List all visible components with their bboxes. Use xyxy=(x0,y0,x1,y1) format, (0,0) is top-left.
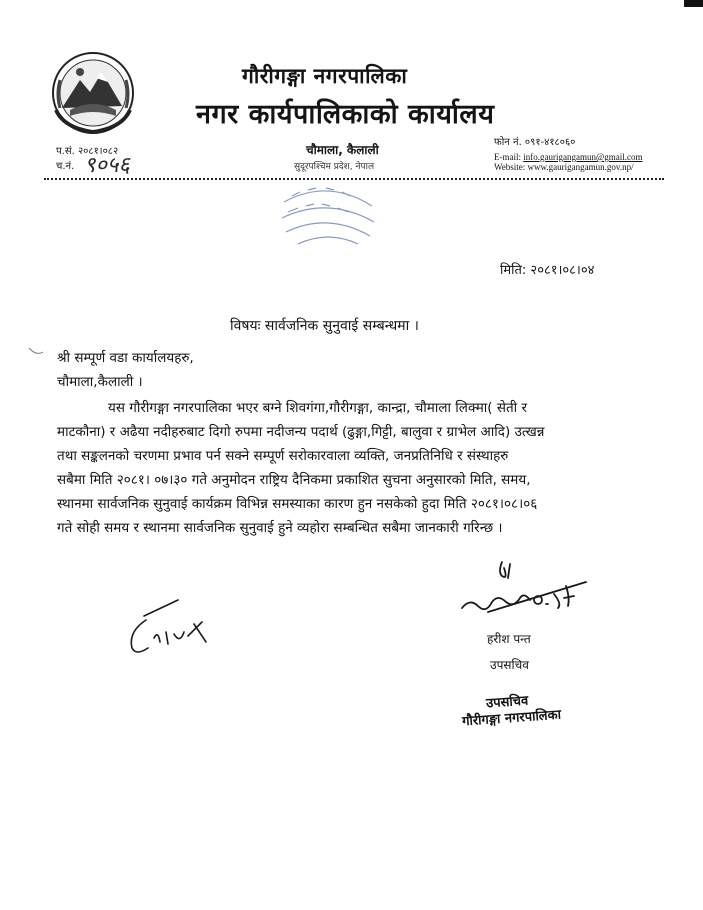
office-stamp-icon xyxy=(278,182,378,248)
address-line2: सुदूरपश्चिम प्रदेश, नेपाल xyxy=(294,162,375,172)
nepal-emblem-icon xyxy=(50,50,136,136)
recipient-line1: श्री सम्पूर्ण वडा कार्यालयहरु, xyxy=(57,350,194,366)
body-line: यस गौरीगङ्गा नगरपालिका भएर बग्ने शिवगंगा,गौरीगङ्गा, कान्द्रा, चौमाला लिक्मा( सेती र xyxy=(108,400,527,416)
body-line: गते सोही समय र स्थानमा सार्वजनिक सुनुवाई हुने व्यहोरा सम्बन्धित सबैमा जानकारी गरिन्छ । xyxy=(57,520,503,536)
email-label: E-mail: xyxy=(494,152,521,162)
website[interactable]: Website: www.gaurigangamun.gov.np/ xyxy=(494,162,634,172)
corner-mark xyxy=(684,0,703,7)
signatory-name: हरीश पन्त xyxy=(487,632,531,646)
letter-subject: विषयः सार्वजनिक सुनुवाई सम्बन्धमा । xyxy=(230,318,419,334)
recipient-line2: चौमाला,कैलाली । xyxy=(57,374,143,390)
letter-date: मिति: २०८१।०८।०४ xyxy=(500,263,595,278)
email-row xyxy=(494,152,643,162)
initials-signature-icon xyxy=(124,598,234,660)
stamp-designation: उपसचिव xyxy=(485,693,529,712)
body-line: सबैमा मिति २०८१। ०७।३० गते अनुमोदन राष्ट्रिय दैनिकमा प्रकाशित सुचना अनुसारको मिति, समय, xyxy=(57,472,531,488)
body-line: तथा सङ्कलनको चरणमा प्रभाव पर्न सक्ने सम्पूर्ण सरोकारवाला व्यक्ति, जनप्रतिनिधि र संस्थाहरु xyxy=(57,448,509,464)
body-line: माटकौना) र अढैया नदीहरुबाट दिगो रुपमा नदीजन्य पदार्थ (ढुङ्गा,गिट्टी, बालुवा र ग्राभेल आदि) उत्खन्न xyxy=(57,424,545,440)
handwritten-signature-icon xyxy=(458,558,588,614)
email-link[interactable]: info.gaurigangamun@gmail.com xyxy=(523,152,643,162)
office-name: नगर कार्यपालिकाको कार्यालय xyxy=(196,99,495,130)
address-line1: चौमाला, कैलाली xyxy=(306,143,379,157)
stamp-office: गौरीगङ्गा नगरपालिका xyxy=(461,707,562,730)
header-divider xyxy=(44,178,664,180)
signatory-title: उपसचिव xyxy=(490,658,529,672)
municipality-name: गौरीगङ्गा नगरपालिका xyxy=(242,64,408,88)
dispatch-number-label: च.नं. xyxy=(56,161,75,172)
reference-number: प.सं. २०८१।०८२ xyxy=(56,146,119,157)
body-line: स्थानमा सार्वजनिक सुनुवाई कार्यक्रम विभिन्न समस्याका कारण हुन नसकेको हुदा मिति २०८१।०८।०६ xyxy=(57,496,538,512)
phone-number: फोन नं. ०९१-४१८०६० xyxy=(494,137,576,148)
dispatch-number-value: ९०५६ xyxy=(84,153,130,178)
margin-mark-icon xyxy=(28,346,44,356)
